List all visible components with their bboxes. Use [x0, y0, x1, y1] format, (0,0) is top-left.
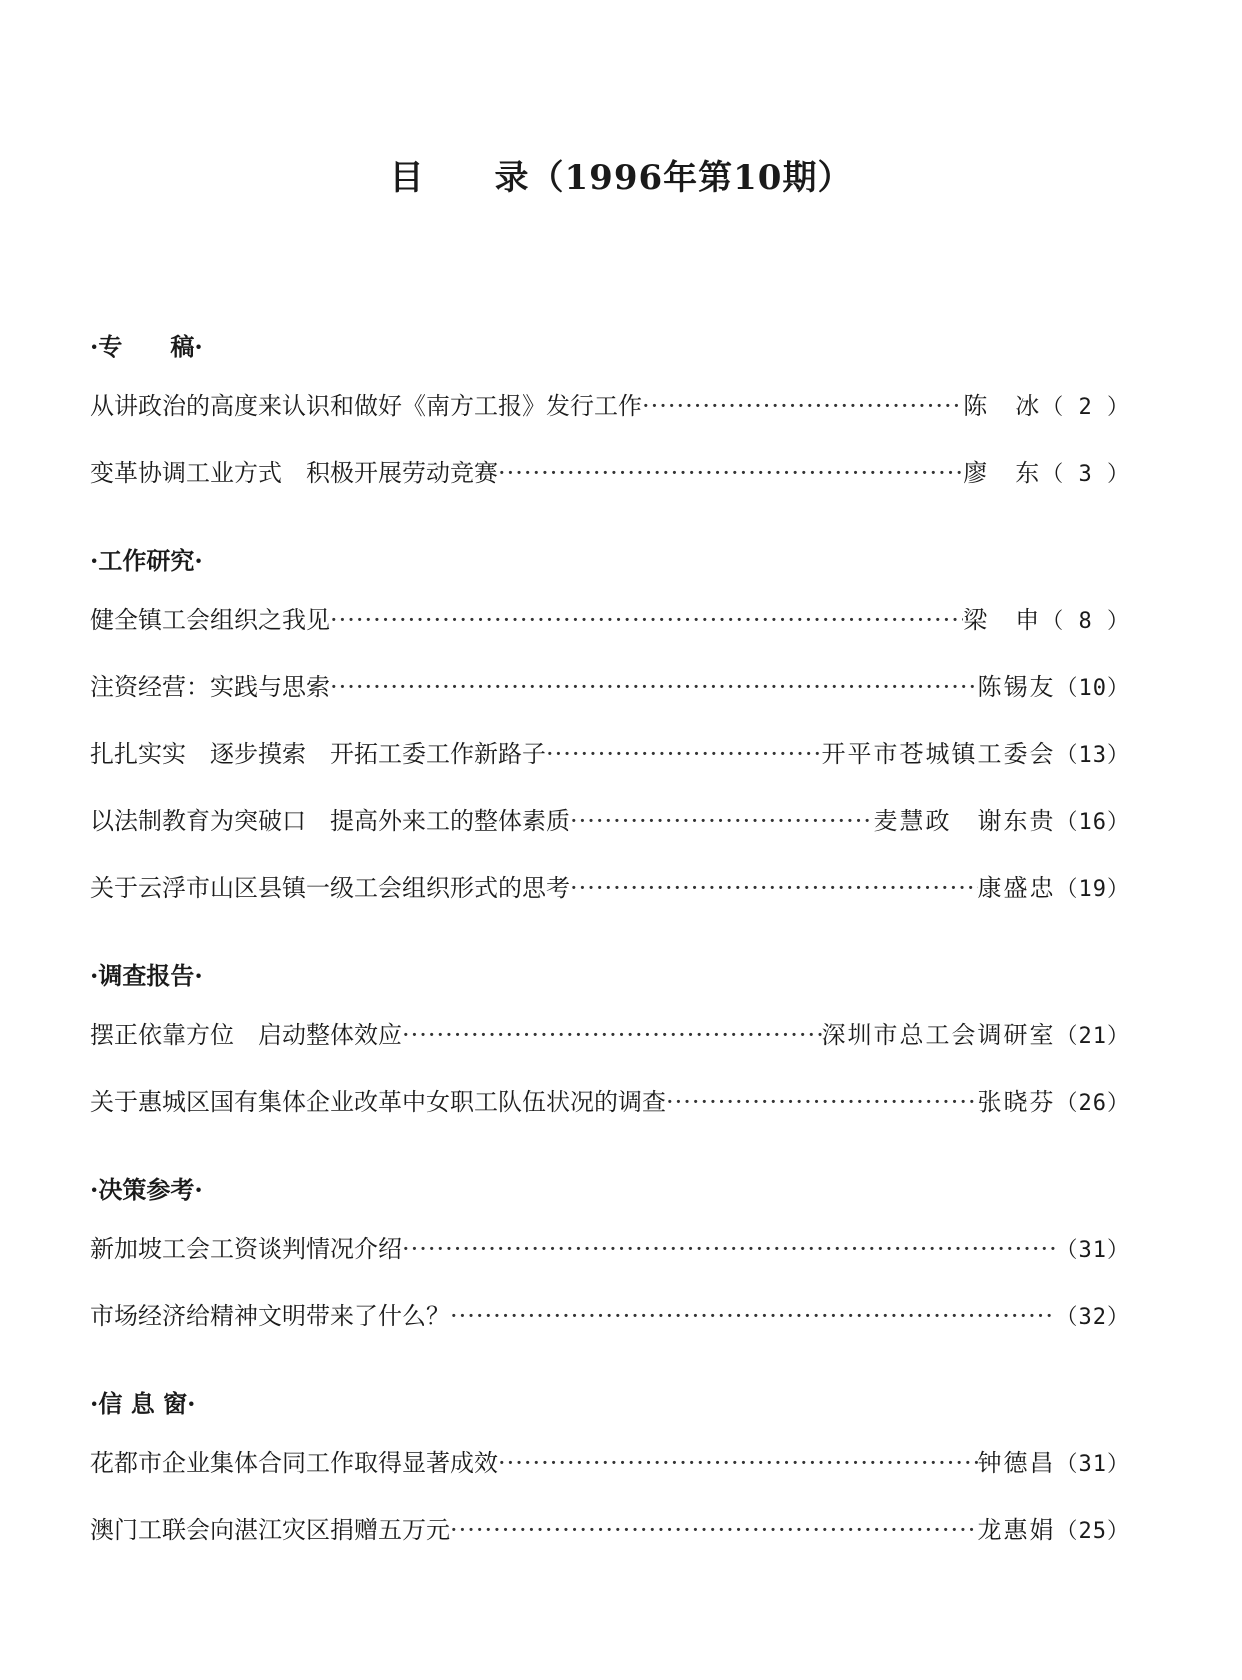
entry-author: 深圳市总工会调研室: [821, 1021, 1056, 1049]
section-title: ·工作研究·: [90, 546, 203, 575]
dot-leader: [330, 587, 963, 654]
entry-page-number: （ 2 ）: [1041, 395, 1130, 420]
entry-author: 陈锡友: [977, 673, 1056, 701]
entry-author: 开平市苍城镇工委会: [821, 740, 1056, 768]
entry-page-number: （10）: [1055, 676, 1130, 701]
entry-title: 市场经济给精神文明带来了什么？: [90, 1302, 450, 1330]
entry-page-number: （13）: [1055, 743, 1130, 768]
entry-title: 澳门工联会向湛江灾区捐赠五万元: [90, 1516, 450, 1544]
page-title: 目 录（1996年第10期）: [389, 158, 853, 198]
section-special-articles: [90, 327, 1130, 507]
entry-author: 康盛忠: [977, 874, 1056, 902]
toc-entry: [90, 440, 1130, 507]
entry-page-number: （19）: [1055, 877, 1130, 902]
section-title: ·调查报告·: [90, 961, 203, 990]
entry-page-number: （32）: [1055, 1305, 1130, 1330]
entry-title: 从讲政治的高度来认识和做好《南方工报》发行工作: [90, 392, 642, 420]
entry-page-number: （26）: [1055, 1091, 1130, 1116]
dot-leader: [666, 1069, 978, 1136]
entry-title: 关于惠城区国有集体企业改革中女职工队伍状况的调查: [90, 1088, 666, 1116]
entry-title: 以法制教育为突破口 提高外来工的整体素质: [90, 807, 570, 835]
entry-author: 廖 东: [963, 459, 1042, 487]
section-spacer: [90, 1350, 1130, 1384]
entry-author: 梁 申: [963, 606, 1042, 634]
entry-title: 注资经营：实践与思索: [90, 673, 330, 701]
table-of-contents: [90, 327, 1130, 1564]
toc-entry: [90, 587, 1130, 654]
section-decision-reference: [90, 1170, 1130, 1350]
toc-entry: [90, 788, 1130, 855]
entry-title: 健全镇工会组织之我见: [90, 606, 330, 634]
entry-page-number: （31）: [1055, 1452, 1130, 1477]
dot-leader: [330, 654, 978, 721]
toc-entry: [90, 721, 1130, 788]
toc-entry: [90, 1497, 1130, 1564]
dot-leader: [450, 1497, 978, 1564]
entry-title: 新加坡工会工资谈判情况介绍: [90, 1235, 402, 1263]
entry-author: 麦慧政 谢东贵: [873, 807, 1056, 835]
section-survey-reports: [90, 956, 1130, 1136]
toc-entry: [90, 1283, 1130, 1350]
entry-author: 钟德昌: [977, 1449, 1056, 1477]
toc-entry: [90, 654, 1130, 721]
entry-page-number: （ 8 ）: [1041, 609, 1130, 634]
dot-leader: [570, 855, 978, 922]
section-title: ·专 稿·: [90, 332, 203, 361]
entry-author: 龙惠娟: [977, 1516, 1056, 1544]
dot-leader: [498, 440, 963, 507]
dot-leader: [450, 1283, 1056, 1350]
entry-title: 变革协调工业方式 积极开展劳动竞赛: [90, 459, 498, 487]
toc-entry: [90, 373, 1130, 440]
dot-leader: [402, 1216, 1056, 1283]
section-spacer: [90, 922, 1130, 956]
toc-entry: [90, 1002, 1130, 1069]
toc-entry: [90, 1216, 1130, 1283]
entry-page-number: （16）: [1055, 810, 1130, 835]
section-info-window: [90, 1384, 1130, 1564]
entry-title: 花都市企业集体合同工作取得显著成效: [90, 1449, 498, 1477]
section-work-research: [90, 541, 1130, 922]
dot-leader: [498, 1430, 978, 1497]
entry-title: 关于云浮市山区县镇一级工会组织形式的思考: [90, 874, 570, 902]
section-spacer: [90, 1136, 1130, 1170]
dot-leader: [546, 721, 822, 788]
entry-page-number: （25）: [1055, 1519, 1130, 1544]
dot-leader: [570, 788, 874, 855]
section-title: ·决策参考·: [90, 1175, 203, 1204]
dot-leader: [402, 1002, 822, 1069]
entry-title: 扎扎实实 逐步摸索 开拓工委工作新路子: [90, 740, 546, 768]
entry-title: 摆正依靠方位 启动整体效应: [90, 1021, 402, 1049]
toc-entry: [90, 1430, 1130, 1497]
section-title: ·信 息 窗·: [90, 1389, 196, 1418]
dot-leader: [642, 373, 963, 440]
entry-page-number: （21）: [1055, 1024, 1130, 1049]
entry-page-number: （31）: [1055, 1238, 1130, 1263]
entry-author: 陈 冰: [963, 392, 1042, 420]
entry-author: 张晓芬: [977, 1088, 1056, 1116]
entry-page-number: （ 3 ）: [1041, 462, 1130, 487]
toc-entry: [90, 855, 1130, 922]
section-spacer: [90, 507, 1130, 541]
toc-entry: [90, 1069, 1130, 1136]
